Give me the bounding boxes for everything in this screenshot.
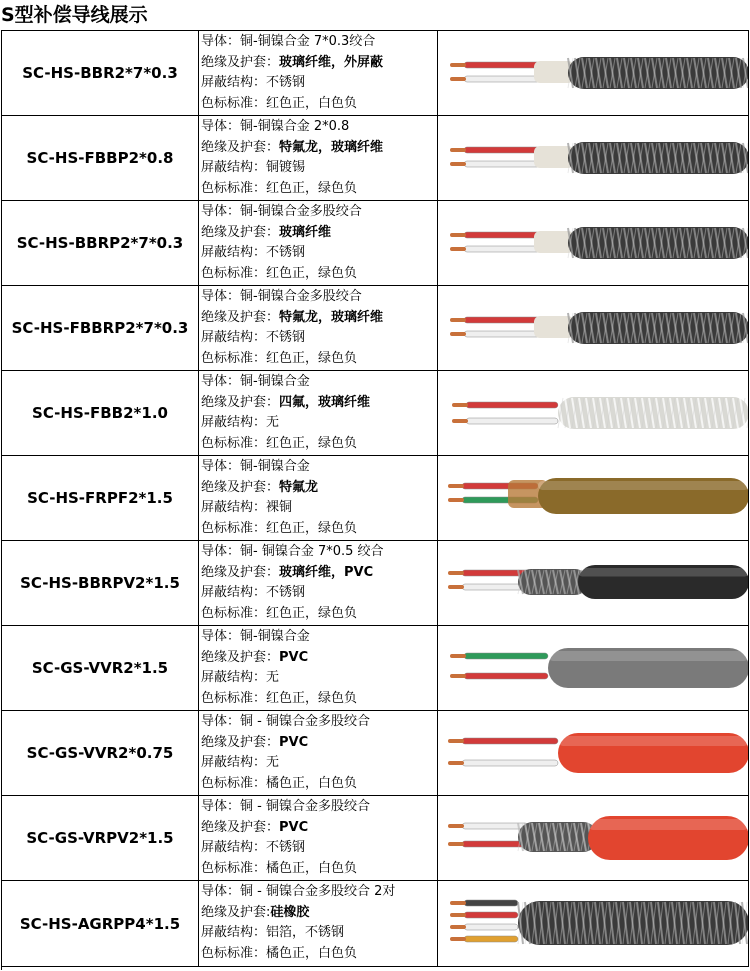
spec-shield: 屏蔽结构：铝箔，不锈钢 <box>201 925 345 940</box>
spec-color: 色标标准：橘色正，白色负 <box>201 860 358 876</box>
model-number: SC-HS-FBBRP2*7*0.3 <box>2 286 199 370</box>
cable-photo <box>438 116 749 200</box>
spec-shield: 屏蔽结构：裸铜 <box>201 500 293 515</box>
model-number: SC-HS-BBRP2*7*0.3 <box>2 201 199 285</box>
model-number: SC-HS-BBR2*7*0.3 <box>2 31 199 115</box>
model-number: SC-HS-FBBP2*0.8 <box>2 116 199 200</box>
spec-color: 色标标准：红色正，绿色负 <box>201 435 358 451</box>
spec-insulation: 绝缘及护套：PVC <box>201 649 309 665</box>
spec-cell <box>199 541 438 625</box>
cable-photo <box>438 881 749 966</box>
spec-conductor: 导体：铜-铜镍合金 <box>201 629 310 644</box>
cable-photo-braided-steel <box>438 31 749 115</box>
spec-shield: 屏蔽结构：不锈钢 <box>201 245 306 260</box>
spec-conductor: 导体：铜 - 铜镍合金多股绞合 2对 <box>201 884 396 899</box>
spec-shield: 屏蔽结构：铜镀锡 <box>201 160 306 175</box>
spec-shield: 屏蔽结构：无 <box>201 415 280 430</box>
spec-color: 色标标准：橘色正，白色负 <box>201 945 358 961</box>
spec-cell <box>199 286 438 370</box>
cable-photo-red-jacket-shielded <box>438 796 749 880</box>
table-row <box>2 31 749 116</box>
table-row <box>2 286 749 371</box>
spec-cell <box>199 796 438 880</box>
cable-photo <box>438 541 749 625</box>
model-number: SC-HS-FRPF2*1.5 <box>2 456 199 540</box>
spec-conductor: 导体：铜-铜镍合金多股绞合 <box>201 289 362 304</box>
spec-shield: 屏蔽结构：不锈钢 <box>201 585 306 600</box>
spec-color: 色标标准：红色正，白色负 <box>201 95 358 111</box>
cable-photo <box>438 31 749 115</box>
cable-photo-braided-steel <box>438 201 749 285</box>
spec-color: 色标标准：红色正，绿色负 <box>201 350 358 366</box>
spec-cell <box>199 201 438 285</box>
table-row <box>2 626 749 711</box>
spec-color: 色标标准：红色正，绿色负 <box>201 605 358 621</box>
table-row <box>2 371 749 456</box>
model-number: SC-HS-AGRPP4*1.5 <box>2 881 199 966</box>
spec-insulation: 绝缘及护套：玻璃纤维，PVC <box>201 564 374 580</box>
cable-photo-braided-steel <box>438 286 749 370</box>
spec-color: 色标标准：橘色正，白色负 <box>201 775 358 791</box>
spec-cell <box>199 881 438 966</box>
spec-insulation: 绝缘及护套：玻璃纤维，外屏蔽 <box>201 54 384 70</box>
table-row <box>2 881 749 967</box>
spec-cell <box>199 371 438 455</box>
cable-photo <box>438 796 749 880</box>
spec-conductor: 导体：铜- 铜镍合金 7*0.5 绞合 <box>201 544 384 559</box>
table-row <box>2 796 749 881</box>
spec-cell <box>199 626 438 710</box>
table-row <box>2 711 749 796</box>
cable-photo-brown-jacket <box>438 456 749 540</box>
page-title: S型补偿导线展示 <box>1 4 148 26</box>
cable-photo-braided-4core <box>438 881 749 965</box>
table-row <box>2 456 749 541</box>
spec-insulation: 绝缘及护套：PVC <box>201 819 309 835</box>
cable-photo <box>438 286 749 370</box>
table-row <box>2 541 749 626</box>
spec-insulation: 绝缘及护套：四氟，玻璃纤维 <box>201 394 371 410</box>
spec-cell <box>199 456 438 540</box>
spec-insulation: 绝缘及护套：PVC <box>201 734 309 750</box>
spec-cell <box>199 31 438 115</box>
model-number: SC-GS-VVR2*0.75 <box>2 711 199 795</box>
model-number: SC-HS-BBRPV2*1.5 <box>2 541 199 625</box>
cable-photo-red-jacket <box>438 711 749 795</box>
spec-shield: 屏蔽结构：不锈钢 <box>201 840 306 855</box>
spec-insulation: 绝缘及护套：特氟龙，玻璃纤维 <box>201 309 384 325</box>
cable-photo <box>438 711 749 795</box>
spec-color: 色标标准：红色正，绿色负 <box>201 180 358 196</box>
spec-color: 色标标准：红色正，绿色负 <box>201 690 358 706</box>
cable-photo-braided-steel <box>438 116 749 200</box>
spec-conductor: 导体：铜 - 铜镍合金多股绞合 <box>201 799 370 814</box>
cable-photo-black-jacket <box>438 541 749 625</box>
spec-cell <box>199 116 438 200</box>
spec-shield: 屏蔽结构：不锈钢 <box>201 330 306 345</box>
cable-table <box>1 30 749 970</box>
spec-insulation: 绝缘及护套:硅橡胶 <box>201 904 310 920</box>
model-number: SC-GS-VRPV2*1.5 <box>2 796 199 880</box>
spec-conductor: 导体：铜-铜镍合金多股绞合 <box>201 204 362 219</box>
spec-conductor: 导体：铜-铜镍合金 <box>201 374 310 389</box>
spec-shield: 屏蔽结构：无 <box>201 755 280 770</box>
table-row <box>2 116 749 201</box>
spec-conductor: 导体：铜-铜镍合金 7*0.3绞合 <box>201 34 376 49</box>
cable-photo-white-braid <box>438 371 749 455</box>
spec-color: 色标标准：红色正，绿色负 <box>201 520 358 536</box>
spec-conductor: 导体：铜-铜镍合金 <box>201 459 310 474</box>
spec-insulation: 绝缘及护套：特氟龙，玻璃纤维 <box>201 139 384 155</box>
spec-cell <box>199 711 438 795</box>
cable-photo <box>438 201 749 285</box>
spec-conductor: 导体：铜-铜镍合金 2*0.8 <box>201 119 350 134</box>
model-number: SC-HS-FBB2*1.0 <box>2 371 199 455</box>
cable-photo <box>438 626 749 710</box>
cable-photo <box>438 456 749 540</box>
cable-photo <box>438 371 749 455</box>
spec-shield: 屏蔽结构：无 <box>201 670 280 685</box>
spec-shield: 屏蔽结构：不锈钢 <box>201 75 306 90</box>
model-number: SC-GS-VVR2*1.5 <box>2 626 199 710</box>
spec-insulation: 绝缘及护套：玻璃纤维 <box>201 224 332 240</box>
table-row <box>2 201 749 286</box>
spec-color: 色标标准：红色正，绿色负 <box>201 265 358 281</box>
cable-photo-grey-jacket <box>438 626 749 710</box>
spec-insulation: 绝缘及护套：特氟龙 <box>201 479 319 495</box>
spec-conductor: 导体：铜 - 铜镍合金多股绞合 <box>201 714 370 729</box>
